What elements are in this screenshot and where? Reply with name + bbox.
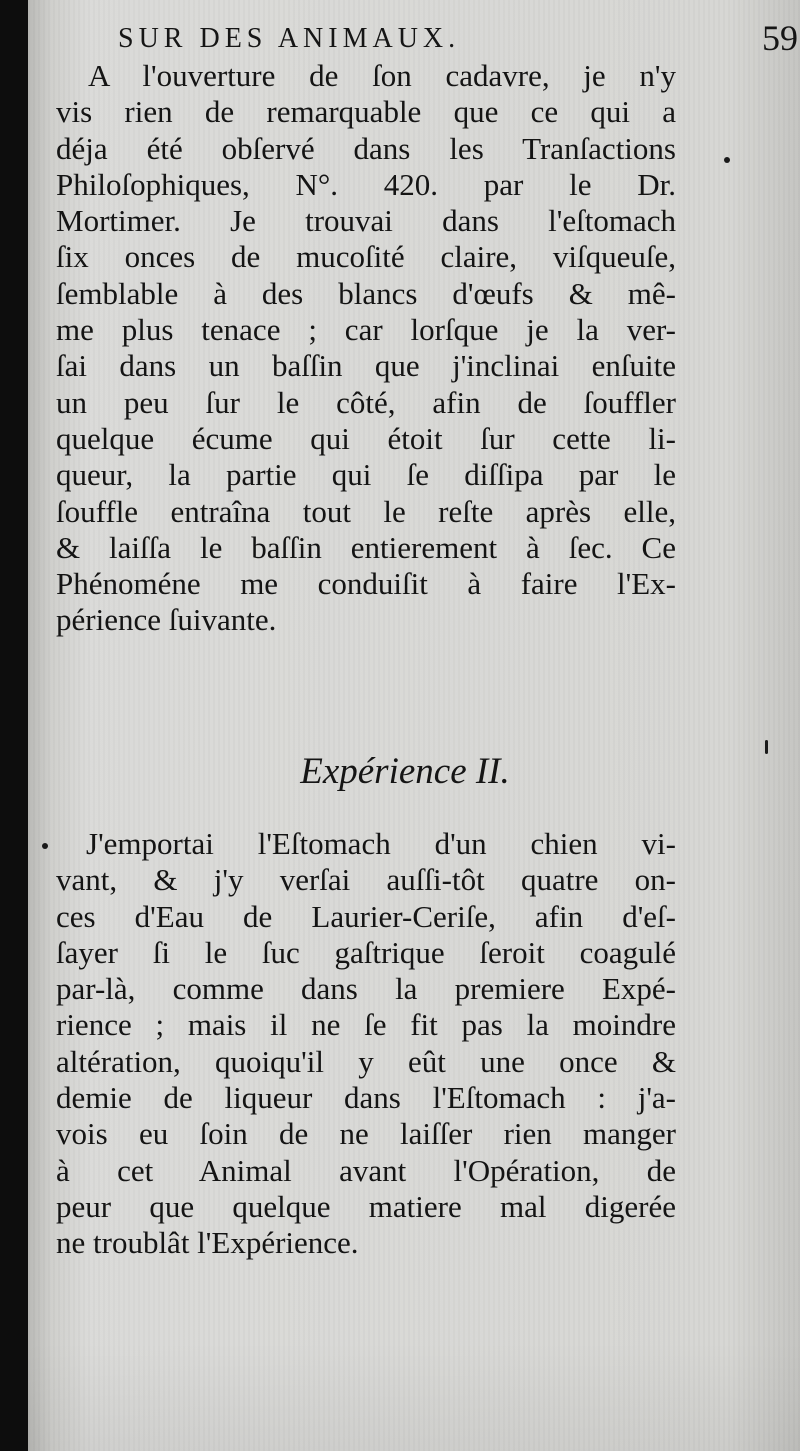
- ink-fleck: [724, 157, 730, 163]
- text-line: déja été obſervé dans les Tranſactions: [56, 130, 676, 166]
- text-line: Mortimer. Je trouvai dans l'eſtomach: [56, 203, 676, 239]
- text-line: peur que quelque matiere mal digerée: [56, 1188, 676, 1224]
- page-number: 59: [762, 18, 798, 58]
- book-page: [28, 0, 800, 1451]
- text-line: J'emportai l'Eſtomach d'un chien vi-: [86, 826, 676, 861]
- text-line: vant, & j'y verſai auſſi-tôt quatre on-: [56, 862, 676, 898]
- text-line: altération, quoiqu'il y eût une once &: [56, 1043, 676, 1079]
- page-shadow: [28, 1341, 800, 1451]
- text-line: vois eu ſoin de ne laiſſer rien manger: [56, 1116, 676, 1152]
- ink-fleck: [42, 843, 48, 849]
- text-line: ſayer ſi le ſuc gaſtrique ſeroit coagulé: [56, 934, 676, 970]
- text-line: A l'ouverture de ſon cadavre, je n'y: [88, 58, 676, 93]
- text-line: ſix onces de mucoſité claire, viſqueuſe,: [56, 239, 676, 275]
- text-line: ſouffle entraîna tout le reſte après elle,: [56, 493, 676, 529]
- text-line: Philoſophiques, N°. 420. par le Dr.: [56, 166, 676, 202]
- text-line: me plus tenace ; car lorſque je la ver-: [56, 312, 676, 348]
- paragraph-2: [56, 826, 676, 1262]
- ink-fleck: [765, 740, 768, 754]
- text-line: ces d'Eau de Laurier-Ceriſe, afin d'eſ-: [56, 898, 676, 934]
- text-line: périence ſuivante.: [56, 602, 277, 638]
- text-line: queur, la partie qui ſe diſſipa par le: [56, 457, 676, 493]
- text-line: quelque écume qui étoit ſur cette li-: [56, 420, 676, 456]
- paragraph-1: [56, 58, 676, 639]
- text-line: demie de liqueur dans l'Eſtomach : j'a-: [56, 1080, 676, 1116]
- text-line: un peu ſur le côté, afin de ſouffler: [56, 384, 676, 420]
- text-line: & laiſſa le baſſin entierement à ſec. Ce: [56, 529, 676, 565]
- text-line: ſemblable à des blancs d'œufs & mê-: [56, 275, 676, 311]
- text-line: rience ; mais il ne ſe fit pas la moindre: [56, 1007, 676, 1043]
- text-line: vis rien de remarquable que ce qui a: [56, 94, 676, 130]
- text-line: ſai dans un baſſin que j'inclinai enſuite: [56, 348, 676, 384]
- paragraph-2-block: [56, 826, 676, 1262]
- text-line: à cet Animal avant l'Opération, de: [56, 1152, 676, 1188]
- running-head-title: SUR DES ANIMAUX.: [118, 23, 461, 54]
- text-line: par-là, comme dans la premiere Expé-: [56, 971, 676, 1007]
- running-head: [118, 14, 798, 62]
- section-heading: Expérience II.: [300, 751, 510, 792]
- paragraph-1-block: [56, 58, 676, 639]
- text-line: ne troublât l'Expérience.: [56, 1225, 359, 1261]
- text-line: Phénoméne me conduiſit à faire l'Ex-: [56, 566, 676, 602]
